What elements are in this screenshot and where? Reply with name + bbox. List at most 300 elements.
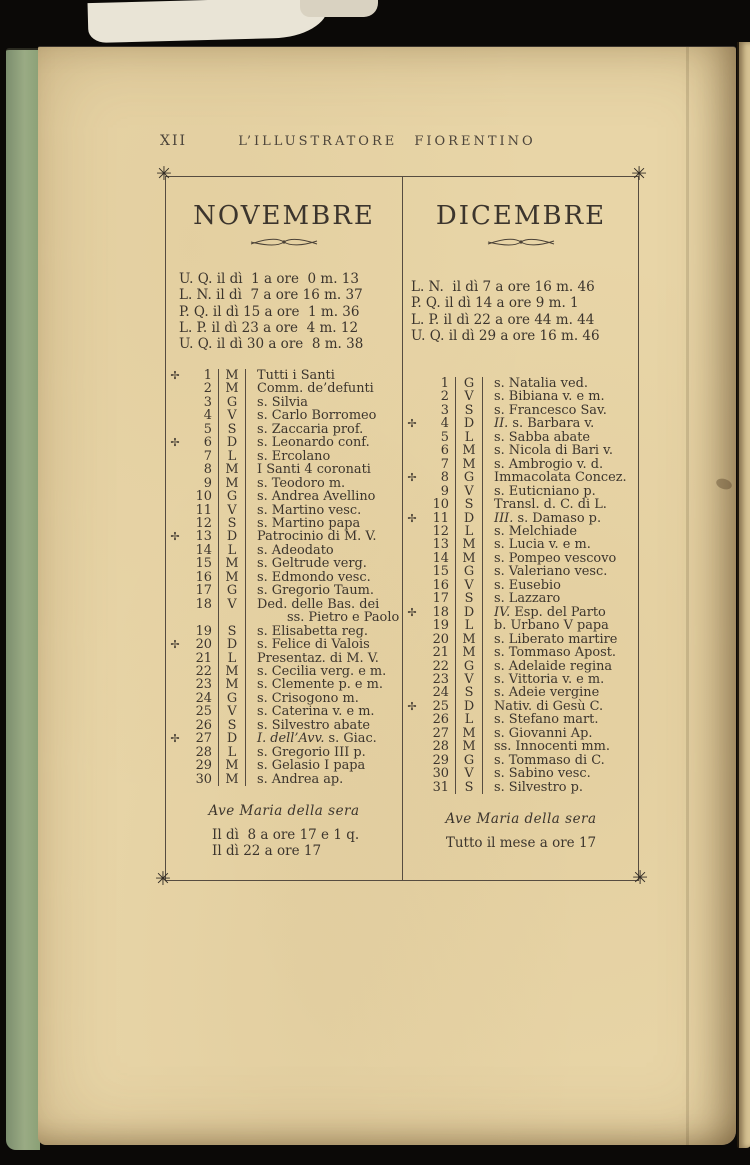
weekday-letter: M <box>455 740 483 753</box>
feast-cross-icon: ✢ <box>407 511 417 525</box>
weekday-letter: D <box>455 700 483 713</box>
day-number: 24 <box>195 690 212 706</box>
feast-cross-icon: ✢ <box>407 605 417 619</box>
weekday-letter: M <box>218 557 246 570</box>
feast-name <box>483 485 639 498</box>
weekday-letter: G <box>455 660 483 673</box>
weekday-letter: M <box>218 665 246 678</box>
month-title: DICEMBRE <box>435 201 607 231</box>
feast-name-text: s. Tommaso di C. <box>494 752 605 768</box>
weekday-letter: G <box>455 471 483 484</box>
feast-name <box>246 477 402 490</box>
weekday-letter: M <box>218 678 246 691</box>
weekday-letter: M <box>455 633 483 646</box>
cross-spacer <box>166 396 184 409</box>
moon-phase-line: P. Q. il dì 15 a ore 1 m. 36 <box>179 303 360 320</box>
feast-name-text: s. Nicola di Bari v. <box>494 443 613 459</box>
moon-phase-line: L. P. il dì 22 a ore 44 m. 44 <box>411 311 595 328</box>
cross-spacer <box>403 633 421 646</box>
cross-spacer <box>403 646 421 659</box>
weekday-letter: M <box>455 552 483 565</box>
weekday-letter: M <box>218 571 246 584</box>
weekday-letter: M <box>218 477 246 490</box>
ave-maria-line: Tutto il mese a ore 17 <box>445 835 597 852</box>
day-number: 19 <box>432 618 449 634</box>
cross-spacer <box>166 423 184 436</box>
moon-phase-line: U. Q. il dì 30 a ore 8 m. 38 <box>179 336 364 353</box>
weekday-letter: S <box>455 592 483 605</box>
feast-name-text: Ded. delle Bas. dei <box>257 596 380 612</box>
weekday-letter: L <box>218 746 246 759</box>
flourish-ornament <box>485 236 557 248</box>
day-number: 31 <box>432 779 449 795</box>
feast-name <box>246 652 402 665</box>
cross-spacer <box>166 450 184 463</box>
cross-spacer <box>403 377 421 390</box>
day-number: 25 <box>432 698 449 714</box>
feast-name <box>483 404 639 417</box>
cross-spacer <box>403 713 421 726</box>
day-number: 10 <box>432 497 449 513</box>
day-number: 5 <box>203 421 212 437</box>
weekday-letter: S <box>455 404 483 417</box>
month-column-novembre <box>166 177 402 880</box>
feast-name-text: b. Urbano V papa <box>494 618 609 634</box>
feast-name <box>246 423 402 436</box>
feast-name-text: s. Giovanni Ap. <box>494 725 593 741</box>
feast-name-text: s. Gregorio Taum. <box>257 583 374 599</box>
feast-name-text: Tutti i Santi <box>257 368 335 383</box>
cross-spacer <box>166 544 184 557</box>
day-number: 28 <box>432 739 449 755</box>
feast-name <box>246 490 402 503</box>
feast-name-text: Presentaz. di M. V. <box>257 650 379 666</box>
feast-name-text: s. Tommaso Apost. <box>494 645 616 661</box>
feast-name-text: Patrocinio di M. V. <box>257 529 377 545</box>
day-number: 6 <box>203 435 212 451</box>
weekday-letter: D <box>455 606 483 619</box>
cross-spacer <box>166 773 184 786</box>
moon-phase-line: L. P. il dì 23 a ore 4 m. 12 <box>179 319 359 336</box>
feast-name <box>246 396 402 409</box>
day-number: 26 <box>432 712 449 728</box>
day-number: 11 <box>195 502 212 518</box>
feast-name-text: s. Sabino vesc. <box>494 766 591 782</box>
day-number: 16 <box>432 577 449 593</box>
day-number: 13 <box>432 537 449 553</box>
weekday-letter: D <box>455 512 483 525</box>
day-number: 9 <box>203 475 212 491</box>
feast-name-text: s. Melchiade <box>494 523 577 539</box>
weekday-letter: M <box>455 458 483 471</box>
feast-name-continuation: ss. Pietro e Paolo <box>287 610 400 626</box>
feast-name <box>246 571 402 584</box>
feast-name <box>483 619 639 632</box>
feast-name <box>246 436 402 449</box>
feast-name-text: s. Stefano mart. <box>494 712 599 728</box>
day-number: 30 <box>195 771 212 787</box>
feast-name <box>483 444 639 457</box>
weekday-letter: G <box>455 754 483 767</box>
feast-name-text: s. Ambrogio v. d. <box>494 456 604 472</box>
weekday-letter: S <box>455 498 483 511</box>
feast-name-text: s. Gelasio I papa <box>257 758 366 774</box>
cross-spacer <box>403 538 421 551</box>
feast-name <box>246 382 402 395</box>
feast-name-italic: III. <box>494 510 514 526</box>
feast-name <box>246 409 402 422</box>
weekday-letter: G <box>218 490 246 503</box>
page-crease <box>686 47 689 1145</box>
day-number: 6 <box>440 443 449 459</box>
day-table <box>403 377 639 794</box>
corner-asterisk-icon: ✳ <box>632 867 648 889</box>
cross-spacer <box>403 673 421 686</box>
feast-name <box>483 390 639 403</box>
feast-name-text: s. Adeodato <box>257 542 334 558</box>
page-number: XII <box>160 133 188 149</box>
feast-name <box>483 525 639 538</box>
weekday-letter: V <box>218 504 246 517</box>
cross-spacer <box>166 463 184 476</box>
page-tear-mark <box>715 477 733 491</box>
book-cover-edge <box>6 48 40 1150</box>
feast-name <box>483 592 639 605</box>
day-number: 3 <box>203 394 212 410</box>
day-number: 8 <box>203 462 212 478</box>
cross-spacer <box>166 477 184 490</box>
weekday-letter: L <box>455 713 483 726</box>
corner-asterisk-icon: ✳ <box>156 163 172 185</box>
moon-phase-line: L. N. il dì 7 a ore 16 m. 37 <box>179 287 363 304</box>
feast-name <box>483 565 639 578</box>
day-number: 15 <box>195 556 212 572</box>
weekday-letter: V <box>218 409 246 422</box>
feast-name-text: s. Felice di Valois <box>257 637 370 653</box>
day-number: 18 <box>195 596 212 612</box>
feast-name-text: s. Barbara v. <box>508 416 595 432</box>
feast-name-text: s. Elisabetta reg. <box>257 623 368 639</box>
cross-spacer <box>403 767 421 780</box>
feast-name <box>483 431 639 444</box>
feast-name <box>483 458 639 471</box>
day-number: 26 <box>195 717 212 733</box>
feast-name <box>246 557 402 570</box>
feast-name <box>246 705 402 718</box>
day-number: 16 <box>195 569 212 585</box>
feast-name-text: ss. Innocenti mm. <box>494 739 610 755</box>
feast-name-text: s. Giac. <box>324 731 377 747</box>
feast-cross-icon: ✢ <box>170 369 180 382</box>
feast-name <box>483 471 639 484</box>
day-number: 22 <box>195 663 212 679</box>
corner-asterisk-icon: ✳ <box>155 868 171 890</box>
weekday-letter: D <box>218 436 246 449</box>
moon-phase-line: P. Q. il dì 14 a ore 9 m. 1 <box>411 295 579 312</box>
day-number: 28 <box>195 744 212 760</box>
cross-spacer <box>166 409 184 422</box>
cross-spacer <box>403 525 421 538</box>
feast-name-text: s. Carlo Borromeo <box>257 408 377 424</box>
weekday-letter: S <box>218 517 246 530</box>
weekday-letter: S <box>218 423 246 436</box>
feast-name-text: s. Andrea Avellino <box>257 489 376 505</box>
feast-name <box>246 665 402 678</box>
day-number: 7 <box>203 448 212 464</box>
day-number: 15 <box>432 564 449 580</box>
weekday-letter: L <box>218 652 246 665</box>
cross-spacer <box>403 431 421 444</box>
cross-spacer <box>166 705 184 718</box>
weekday-letter: V <box>218 598 246 625</box>
feast-name <box>483 538 639 551</box>
weekday-letter: S <box>455 686 483 699</box>
feast-name <box>246 584 402 597</box>
ave-maria-title: Ave Maria della sera <box>208 803 360 820</box>
cross-spacer <box>403 458 421 471</box>
day-number: 18 <box>432 604 449 620</box>
day-number: 1 <box>203 368 212 383</box>
cross-spacer <box>166 557 184 570</box>
cross-spacer <box>403 754 421 767</box>
cross-spacer <box>403 579 421 592</box>
weekday-letter: D <box>218 638 246 651</box>
weekday-letter: M <box>218 463 246 476</box>
day-number: 20 <box>195 637 212 653</box>
weekday-letter: G <box>218 584 246 597</box>
feast-cross-icon: ✢ <box>170 436 180 450</box>
month-title: NOVEMBRE <box>193 201 375 231</box>
feast-name-text: Esp. del Parto <box>510 604 606 620</box>
feast-name <box>483 512 639 525</box>
feast-name <box>483 767 639 780</box>
feast-name-text: s. Silvestro abate <box>257 717 371 733</box>
cross-spacer <box>166 719 184 732</box>
cross-spacer <box>166 504 184 517</box>
feast-name-text: s. Bibiana v. e m. <box>494 389 605 405</box>
feast-name <box>483 646 639 659</box>
feast-cross-icon: ✢ <box>170 638 180 652</box>
feast-name <box>246 678 402 691</box>
day-number: 21 <box>432 645 449 661</box>
moon-phase-line: U. Q. il dì 29 a ore 16 m. 46 <box>411 327 600 344</box>
cross-spacer <box>403 485 421 498</box>
weekday-letter: V <box>455 390 483 403</box>
weekday-letter: V <box>455 767 483 780</box>
weekday-letter: L <box>218 544 246 557</box>
cross-spacer <box>166 678 184 691</box>
feast-name <box>246 759 402 772</box>
day-number: 12 <box>432 523 449 539</box>
cross-spacer <box>166 490 184 503</box>
feast-name-text: s. Edmondo vesc. <box>257 569 371 585</box>
feast-name-text: s. Euticniano p. <box>494 483 596 499</box>
feast-name <box>483 417 639 430</box>
cross-spacer <box>403 498 421 511</box>
cross-spacer <box>403 592 421 605</box>
next-page-edge <box>737 42 750 1148</box>
feast-name-text: s. Crisogono m. <box>257 690 359 706</box>
feast-name <box>246 638 402 651</box>
day-number: 12 <box>195 515 212 531</box>
feast-name-text: s. Caterina v. e m. <box>257 704 375 720</box>
feast-name-text: s. Damaso p. <box>513 510 602 526</box>
weekday-letter: M <box>455 727 483 740</box>
feast-name <box>483 713 639 726</box>
feast-name <box>483 686 639 699</box>
cross-spacer <box>166 759 184 772</box>
feast-name-text: s. Valeriano vesc. <box>494 564 608 580</box>
feast-name <box>483 740 639 753</box>
feast-name <box>483 377 639 390</box>
feast-name-text: s. Lazzaro <box>494 591 561 607</box>
feast-name <box>246 732 402 745</box>
cross-spacer <box>403 686 421 699</box>
feast-name <box>483 781 639 794</box>
day-number: 22 <box>432 658 449 674</box>
feast-name-text: s. Andrea ap. <box>257 771 344 787</box>
moon-phase-line: L. N. il dì 7 a ore 16 m. 46 <box>411 279 595 295</box>
ave-maria-title: Ave Maria della sera <box>445 811 597 828</box>
day-number: 5 <box>440 429 449 445</box>
weekday-letter: L <box>455 431 483 444</box>
day-number: 25 <box>195 704 212 720</box>
day-number: 21 <box>195 650 212 666</box>
feast-name-italic: IV. <box>494 604 511 620</box>
cross-spacer <box>166 746 184 759</box>
day-number: 17 <box>195 583 212 599</box>
day-number: 29 <box>195 758 212 774</box>
feast-name-text: s. Clemente p. e m. <box>257 677 383 693</box>
day-number: 19 <box>195 623 212 639</box>
feast-name-text: s. Liberato martire <box>494 631 618 647</box>
feast-name-text: s. Ercolano <box>257 448 331 464</box>
day-number: 9 <box>440 483 449 499</box>
feast-name <box>246 746 402 759</box>
cross-spacer <box>403 740 421 753</box>
feast-name <box>483 552 639 565</box>
feast-name-text: s. Zaccaria prof. <box>257 421 364 437</box>
feast-name-text: s. Cecilia verg. e m. <box>257 663 387 679</box>
feast-cross-icon: ✢ <box>170 530 180 544</box>
feast-name-text: Transl. d. C. di L. <box>494 497 607 513</box>
day-number: 2 <box>440 389 449 405</box>
feast-name <box>246 369 402 382</box>
day-number: 4 <box>203 408 212 424</box>
feast-name-text: s. Vittoria v. e m. <box>494 671 605 687</box>
day-number: 14 <box>195 542 212 558</box>
weekday-letter: G <box>218 692 246 705</box>
weekday-letter: S <box>455 781 483 794</box>
feast-name-text: s. Adelaide regina <box>494 658 613 674</box>
day-number: 11 <box>432 510 449 526</box>
feast-name <box>483 633 639 646</box>
feast-name-text: s. Adeie vergine <box>494 685 600 701</box>
weekday-letter: G <box>218 396 246 409</box>
weekday-letter: L <box>455 619 483 632</box>
torn-paper-scrap <box>88 0 329 43</box>
weekday-letter: M <box>455 538 483 551</box>
moon-phase-line: U. Q. il dì 1 a ore 0 m. 13 <box>179 271 359 287</box>
feast-name <box>246 692 402 705</box>
day-number: 1 <box>440 376 449 391</box>
weekday-letter: V <box>218 705 246 718</box>
calendar-frame <box>155 163 648 890</box>
cross-spacer <box>166 625 184 638</box>
cross-spacer <box>403 660 421 673</box>
feast-name <box>246 544 402 557</box>
cross-spacer <box>403 727 421 740</box>
feast-name-text: s. Silvestro p. <box>494 779 583 795</box>
weekday-letter: L <box>455 525 483 538</box>
feast-name <box>483 754 639 767</box>
feast-name-text: s. Natalia ved. <box>494 376 588 391</box>
corner-asterisk-icon: ✳ <box>631 163 647 185</box>
cross-spacer <box>403 781 421 794</box>
day-number: 23 <box>432 671 449 687</box>
cross-spacer <box>403 390 421 403</box>
weekday-letter: V <box>455 673 483 686</box>
weekday-letter: D <box>218 530 246 543</box>
feast-name <box>483 673 639 686</box>
feast-name <box>483 700 639 713</box>
day-number: 29 <box>432 752 449 768</box>
cross-spacer <box>166 382 184 395</box>
weekday-letter: M <box>218 773 246 786</box>
feast-name-text: s. Martino vesc. <box>257 502 362 518</box>
feast-name-italic: II. <box>494 416 509 432</box>
day-number: 2 <box>203 381 212 397</box>
feast-name-text: Immacolata Concez. <box>494 470 627 486</box>
feast-cross-icon: ✢ <box>407 471 417 485</box>
day-number: 13 <box>195 529 212 545</box>
feast-name-text: s. Geltrude verg. <box>257 556 367 572</box>
day-number: 8 <box>440 470 449 486</box>
day-number: 20 <box>432 631 449 647</box>
cross-spacer <box>403 444 421 457</box>
weekday-letter: S <box>218 625 246 638</box>
running-title: L’ILLUSTRATORE FIORENTINO <box>238 134 536 149</box>
day-number: 27 <box>195 731 212 747</box>
cross-spacer <box>166 584 184 597</box>
ave-maria-line: Il dì 8 a ore 17 e 1 q. <box>212 827 360 844</box>
feast-name-text: I Santi 4 coronati <box>257 462 371 478</box>
feast-name-text: s. Silvia <box>257 394 308 410</box>
feast-name <box>246 504 402 517</box>
weekday-letter: S <box>218 719 246 732</box>
torn-paper-scrap <box>300 0 378 17</box>
day-number: 23 <box>195 677 212 693</box>
weekday-letter: M <box>218 369 246 382</box>
feast-name-text: Nativ. di Gesù C. <box>494 698 604 714</box>
weekday-letter: G <box>455 377 483 390</box>
weekday-letter: L <box>218 450 246 463</box>
feast-name <box>246 530 402 543</box>
feast-name-text: s. Martino papa <box>257 515 361 531</box>
cross-spacer <box>403 565 421 578</box>
cross-spacer <box>166 571 184 584</box>
feast-cross-icon: ✢ <box>407 699 417 713</box>
feast-name <box>246 463 402 476</box>
cross-spacer <box>166 598 184 625</box>
cross-spacer <box>166 665 184 678</box>
feast-name <box>483 498 639 511</box>
feast-name <box>246 450 402 463</box>
feast-name <box>483 660 639 673</box>
cross-spacer <box>166 692 184 705</box>
weekday-letter: V <box>455 485 483 498</box>
feast-name-text: s. Sabba abate <box>494 429 591 445</box>
